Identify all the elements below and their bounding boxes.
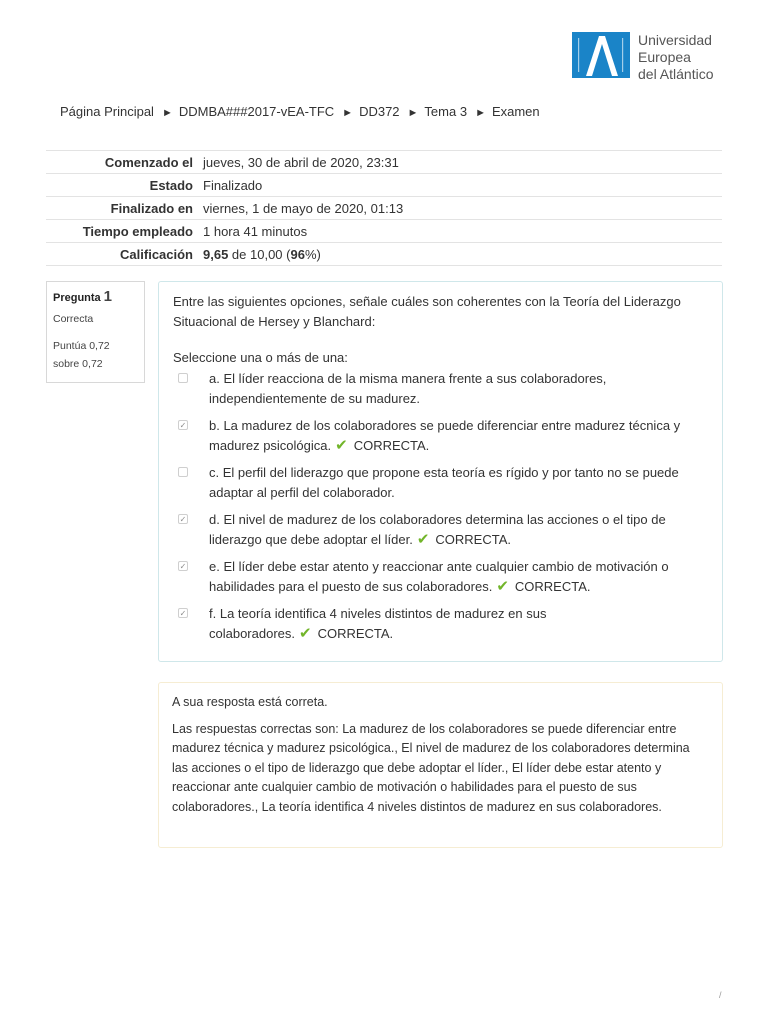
question-content <box>158 281 723 662</box>
logo-a-icon <box>572 32 630 78</box>
summary-value: Finalizado <box>203 174 722 197</box>
answer-option-c <box>173 463 708 503</box>
breadcrumb-separator-icon: ► <box>161 107 173 119</box>
answer-checkbox[interactable] <box>178 373 188 383</box>
summary-value <box>203 243 722 266</box>
question-label: Pregunta <box>53 292 101 304</box>
breadcrumb-section[interactable]: DD372 <box>359 104 400 119</box>
answer-text: c. El perfil del liderazgo que propone esta teoría es rígido y por tanto no se puede adaptar al perfil del colaborador. <box>209 465 679 500</box>
correct-label: CORRECTA. <box>514 579 591 594</box>
answer-text: d. El nivel de madurez de los colaboradores determina las acciones o el tipo de liderazgo que debe adoptar el líder. <box>209 512 666 547</box>
logo-line-3: del Atlántico <box>638 66 714 82</box>
correct-check-icon: ✔ <box>299 625 312 642</box>
answer-option-f <box>173 604 708 644</box>
summary-label: Calificación <box>46 243 203 266</box>
summary-value: viernes, 1 de mayo de 2020, 01:13 <box>203 197 722 220</box>
grade-mid: de 10,00 ( <box>228 246 291 262</box>
question-prompt: Seleccione una o más de una: <box>173 350 348 365</box>
question-info <box>46 281 145 383</box>
answer-checkbox[interactable]: ✓ <box>179 562 187 571</box>
attempt-summary-table <box>46 150 722 266</box>
logo-text <box>638 32 714 83</box>
breadcrumb-topic[interactable]: Tema 3 <box>424 104 468 119</box>
question-number: 1 <box>103 288 112 305</box>
breadcrumb-home[interactable]: Página Principal <box>60 104 154 119</box>
answer-checkbox[interactable]: ✓ <box>179 515 187 524</box>
logo-line-2: Europea <box>638 49 691 65</box>
page-number: / <box>719 990 722 1000</box>
logo-line-1: Universidad <box>638 32 712 48</box>
breadcrumb-separator-icon: ► <box>407 107 419 119</box>
feedback-body: Las respuestas correctas son: La madurez de los colaboradores se puede diferenciar entre madurez técnica y madurez psicológica., El nivel de madurez de los colaboradores determina las acciones o el tipo de liderazgo que debe adoptar el líder., El líder debe estar atento y reaccionar ante cualquier cambio de motivación o habilidades para el puesto de sus colaboradores., La teoría identifica 4 niveles distintos de madurez en sus colaboradores. <box>172 721 690 814</box>
question-title <box>53 288 138 305</box>
feedback-box <box>158 682 723 848</box>
grade-percent: 96 <box>290 246 305 262</box>
correct-check-icon: ✔ <box>335 437 348 454</box>
grade-score: 9,65 <box>203 246 229 262</box>
summary-label: Tiempo empleado <box>46 220 203 243</box>
summary-label: Comenzado el <box>46 151 203 174</box>
correct-check-icon: ✔ <box>416 531 430 548</box>
summary-row-finished <box>46 197 722 220</box>
answer-option-e <box>173 557 708 597</box>
summary-value: 1 hora 41 minutos <box>203 220 722 243</box>
breadcrumb-separator-icon: ► <box>342 107 354 119</box>
summary-label: Finalizado en <box>46 197 203 220</box>
answer-checkbox[interactable]: ✓ <box>179 421 187 430</box>
answer-text: b. La madurez de los colaboradores se puede diferenciar entre madurez técnica y madurez psicológica. <box>209 418 681 453</box>
answer-option-b <box>173 416 708 456</box>
answer-text: f. La teoría identifica 4 niveles distintos de madurez en sus colaboradores. <box>209 606 547 641</box>
answer-option-d <box>173 510 708 550</box>
correct-label: CORRECTA. <box>435 532 512 547</box>
answer-list <box>173 369 708 644</box>
answer-text: e. El líder debe estar atento y reaccionar ante cualquier cambio de motivación o habilidades para el puesto de sus colaboradores. <box>209 559 669 594</box>
grade-end: %) <box>304 246 321 262</box>
breadcrumb-course[interactable]: DDMBA###2017-vEA-TFC <box>178 104 335 119</box>
question-text: Entre las siguientes opciones, señale cuáles son coherentes con la Teoría del Liderazgo Situacional de Hersey y Blanchard: <box>173 294 681 329</box>
breadcrumb <box>60 104 540 119</box>
summary-row-time <box>46 220 722 243</box>
breadcrumb-exam[interactable]: Examen <box>491 104 540 119</box>
answer-checkbox[interactable]: ✓ <box>179 609 187 618</box>
correct-label: CORRECTA. <box>317 626 394 641</box>
university-logo <box>572 32 714 83</box>
summary-row-grade <box>46 243 722 266</box>
answer-text: a. El líder reacciona de la misma manera frente a sus colaboradores, independientemente de su madurez. <box>209 371 607 406</box>
question-score: Puntúa 0,72 sobre 0,72 <box>53 340 110 370</box>
summary-row-started <box>46 151 722 174</box>
breadcrumb-separator-icon: ► <box>475 107 486 119</box>
summary-row-state <box>46 174 722 197</box>
feedback-heading: A sua resposta está correta. <box>172 695 328 709</box>
summary-label: Estado <box>46 174 203 197</box>
question-state: Correcta <box>53 313 94 325</box>
correct-label: CORRECTA. <box>353 438 430 453</box>
answer-checkbox[interactable] <box>178 467 188 477</box>
summary-value: jueves, 30 de abril de 2020, 23:31 <box>203 151 722 174</box>
correct-check-icon: ✔ <box>496 578 509 595</box>
answer-option-a <box>173 369 708 409</box>
